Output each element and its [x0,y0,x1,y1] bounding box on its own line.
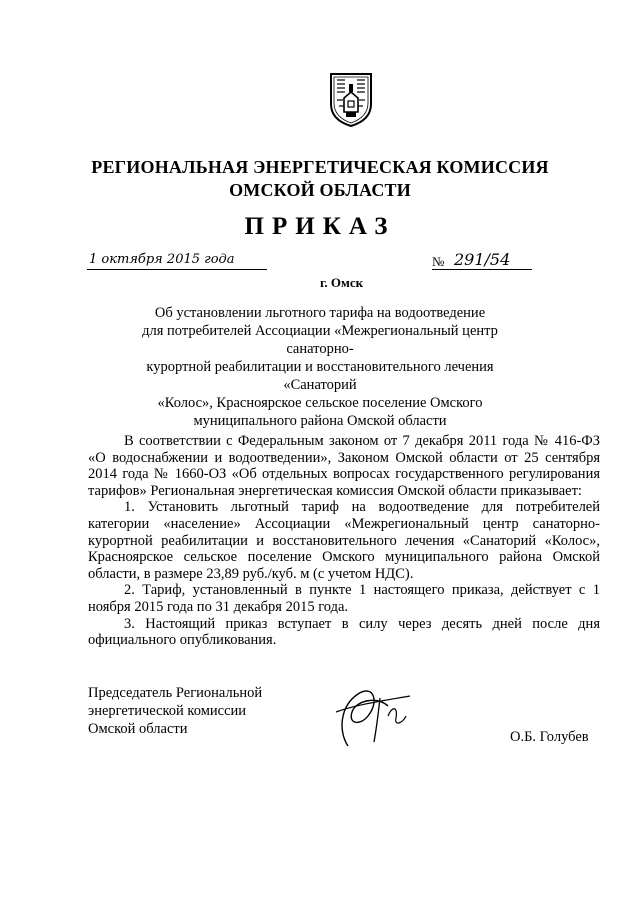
org-name-line1: РЕГИОНАЛЬНАЯ ЭНЕРГЕТИЧЕСКАЯ КОМИССИЯ [91,157,549,177]
order-subject [110,304,530,430]
handwritten-signature [318,676,418,756]
preamble-paragraph: В соответствии с Федеральным законом от 7 декабря 2011 года № 416-ФЗ «О водоснабжении и водоотведении», Законом Омской области от 25 сентября 2014 года № 1660-ОЗ «Об отдельных вопросах государственного регулирования тарифов» Региональная энергетическая комиссия Омской области приказывает: [88,433,600,499]
order-number-handwritten: 291/54 [454,250,511,269]
subject-line: «Колос», Красноярское сельское поселение Омского [157,395,483,411]
subject-line: для потребителей Ассоциации «Межрегиональный центр санаторно- [142,323,498,357]
signatory-title-line: энергетической комиссии [88,703,247,719]
clause-1-paragraph: 1. Установить льготный тариф на водоотведение для потребителей категории «население» Ассоциации «Межрегиональный центр санаторно-курортной реабилитации и восстановительного лечения «Санаторий «Колос», Красноярское сельское поселение Омского муниципального района Омской области, в размере 23,89 руб./куб. м (с учетом НДС). [88,499,600,582]
subject-line: курортной реабилитации и восстановительного лечения «Санаторий [146,359,494,393]
clause-2-paragraph: 2. Тариф, установленный в пункте 1 настоящего приказа, действует с 1 ноября 2015 года по 31 декабря 2015 года. [88,582,600,615]
order-date-handwritten: 1 октября 2015 года [89,252,235,267]
document-type-title: ПРИКАЗ [244,213,396,240]
number-underline [432,269,532,270]
subject-line: Об установлении льготного тарифа на водоотведение [154,305,486,321]
omsk-coat-of-arms-emblem [327,70,375,128]
org-name-line2: ОМСКОЙ ОБЛАСТИ [229,180,411,200]
order-body [88,433,600,649]
date-underline [87,269,267,270]
signatory-name: О.Б. Голубев [510,729,589,745]
number-sign: № [432,254,445,269]
order-number-field [432,250,532,272]
clause-3-paragraph: 3. Настоящий приказ вступает в силу через десять дней после дня официального опубликования. [88,615,600,649]
order-date-field [87,250,267,272]
subject-line: муниципального района Омской области [193,413,447,429]
city-label: г. Омск [320,275,364,290]
signatory-title-line: Председатель Региональной [88,685,263,701]
signatory-title [88,684,262,738]
signatory-title-line: Омской области [88,721,188,737]
